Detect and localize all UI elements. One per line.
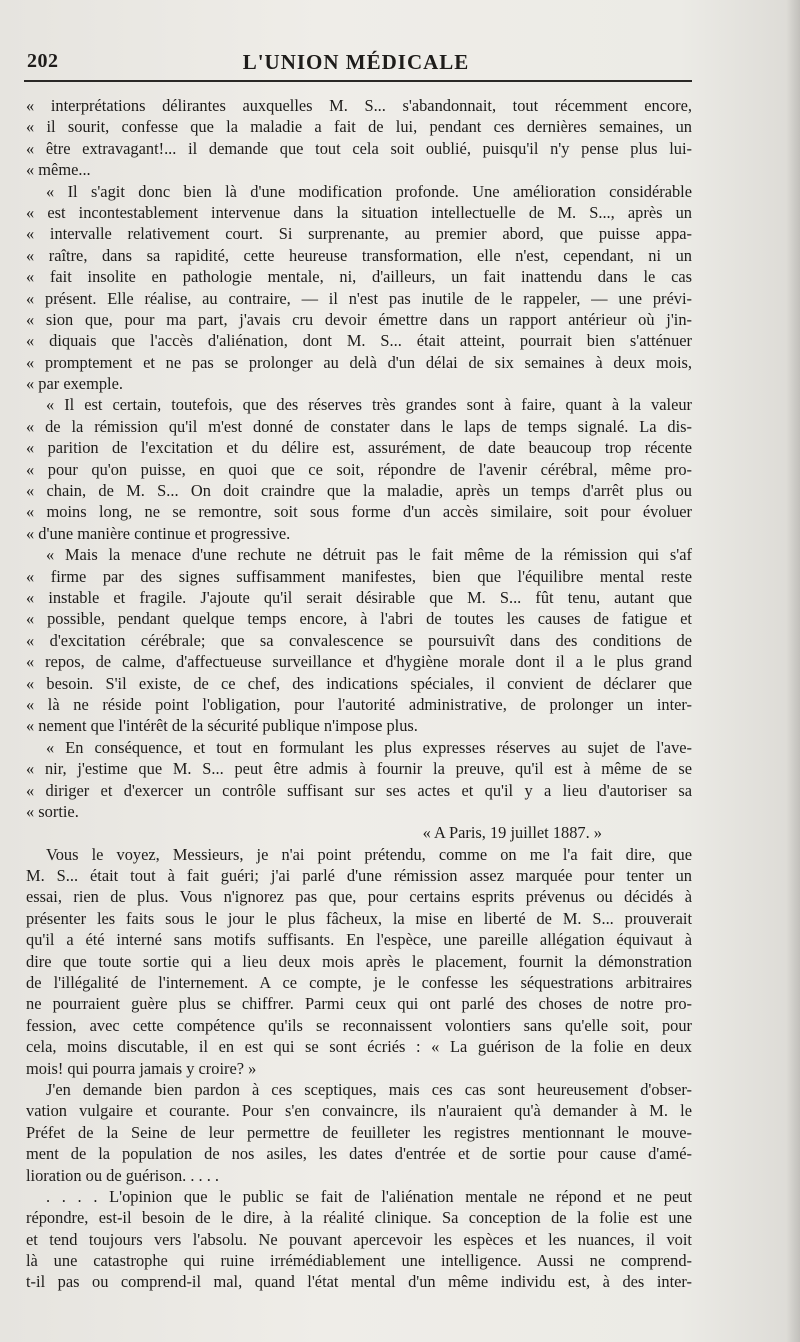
text-line: fession, avec cette compétence qu'ils se reconnaissent volontiers sans qu'elle soit, pour [26,1015,692,1035]
text-line: répondre, est-il besoin de le dire, à la réalité clinique. Sa conception de la folie est une [26,1208,692,1228]
text-line: . . . . L'opinion que le public se fait de l'aliénation mentale ne répond et ne peut [46,1186,692,1206]
text-line: « Il s'agit donc bien là d'une modification profonde. Une amélioration considérable [46,181,692,201]
text-line: « là ne réside point l'obligation, pour l'autorité administrative, de prolonger un inter- [26,694,692,714]
text-line: « possible, pendant quelque temps encore, à l'abri de toutes les causes de fatigue et [26,609,692,629]
text-line: « d'une manière continue et progressive. [26,523,291,543]
text-line: « firme par des signes suffisamment manifestes, bien que l'équilibre mental reste [26,566,692,586]
text-line: « il sourit, confesse que la maladie a fait de lui, pendant ces dernières semaines, un [26,117,692,137]
running-title: L'UNION MÉDICALE [242,50,470,74]
text-line: « diriger et d'exercer un contrôle suffisant sur ses actes et qu'il y a lieu d'autoriser sa [26,780,692,800]
text-line: « instable et fragile. J'ajoute qu'il serait désirable que M. S... fût tenu, autant que [26,587,692,607]
text-line: Préfet de la Seine de leur permettre de feuilleter les registres mentionnant le mouve- [26,1122,692,1142]
text-line: lioration ou de guérison. . . . . [26,1165,220,1185]
text-line: « de la rémission qu'il m'est donné de constater dans le laps de temps signalé. La dis- [26,416,692,436]
text-line: « par exemple. [26,374,123,394]
text-line: cela, moins discutable, il en est qui se sont écriés : « La guérison de la folie en deux [26,1037,692,1057]
text-line: « besoin. S'il existe, de ce chef, des indications spéciales, il convient de déclarer que [26,673,692,693]
text-line: dire que toute sortie qui a lieu deux mois après le placement, fournit la démonstration [26,951,692,971]
text-line: « promptement et ne pas se prolonger au delà d'un délai de six semaines à deux mois, [26,352,692,372]
text-line: « être extravagant!... il demande que tout cela soit oublié, puisqu'il n'y pense plus lui- [26,138,692,158]
dateline: « A Paris, 19 juillet 1887. » [422,823,602,843]
text-line: ne pourraient guère plus se chiffrer. Parmi ceux qui ont parlé des choses de notre pro- [26,994,692,1014]
text-line: M. S... était tout à fait guéri; j'ai parlé d'une rémission assez marquée pour tenter un [26,866,692,886]
text-line: vation vulgaire et courante. Pour s'en convaincre, ils n'auraient qu'à demander à M. le [26,1101,692,1121]
text-line: J'en demande bien pardon à ces sceptiques, mais ces cas sont heureusement d'obser- [46,1079,692,1099]
text-line: t-il pas ou comprend-il mal, quand l'état mental d'un même individu est, à des inter- [26,1272,692,1292]
text-line: essai, rien de plus. Vous n'ignorez pas que, pour certains esprits prévenus ou décidés à [26,887,692,907]
body-text [26,95,692,1293]
page-header [20,46,692,76]
text-line: de l'illégalité de l'internement. A ce compte, je le confesse les séquestrations arbitraires [26,973,692,993]
text-line: « pour qu'on puisse, en quoi que ce soit, répondre de l'avenir cérébral, même pro- [26,459,692,479]
page-number: 202 [27,50,59,72]
text-line: « Il est certain, toutefois, que des réserves très grandes sont à faire, quant à la valeur [46,395,692,415]
text-line: « moins long, ne se remontre, soit sous forme d'un accès similaire, soit pour évoluer [26,502,692,522]
header-rule [24,80,692,82]
text-line: « fait insolite en pathologie mentale, ni, d'ailleurs, un fait inattendu dans le cas [26,267,692,287]
page-gutter-shadow [786,0,800,1342]
text-line: « parition de l'excitation et du délire est, assurément, de date beaucoup trop récente [26,438,692,458]
text-line: « repos, de calme, d'affectueuse surveillance et d'hygiène morale dont il a le plus grand [26,652,692,672]
text-line: et tend toujours vers l'absolu. Ne pouvant apercevoir les espèces et les nuances, il voit [26,1229,692,1249]
text-line: « même... [26,160,91,180]
text-line: ment de la population de nos asiles, les dates d'entrée et de sortie pour cause d'amé- [26,1144,692,1164]
text-line: « nement que l'intérêt de la sécurité publique n'impose plus. [26,716,418,736]
text-line: « diquais que l'accès d'aliénation, dont M. S... était atteint, pourrait bien s'atténuer [26,331,692,351]
text-line: « nir, j'estime que M. S... peut être admis à fournir la preuve, qu'il est à même de se [26,759,692,779]
text-line: « d'excitation cérébrale; que sa convalescence se poursuivît dans des conditions de [26,630,692,650]
text-line: mois! qui pourra jamais y croire? » [26,1058,257,1078]
text-line: « interprétations délirantes auxquelles M. S... s'abandonnait, tout récemment encore, [26,96,692,115]
text-line: Vous le voyez, Messieurs, je n'ai point prétendu, comme on me l'a fait dire, que [46,844,692,864]
text-line: « raître, dans sa rapidité, cette heureuse transformation, elle n'est, cependant, ni un [26,245,692,265]
text-line: « sion que, pour ma part, j'avais cru devoir émettre dans un rapport antérieur où j'in- [26,309,692,329]
text-line: qu'il a été interné sans motifs suffisants. En l'espèce, une pareille allégation équivaut à [26,930,692,950]
text-line: présenter les faits sous le jour le plus fâcheux, la mise en liberté de M. S... prouverait [26,908,692,928]
text-line: « Mais la menace d'une rechute ne détruit pas le fait même de la rémission qui s'af [46,545,692,565]
text-line: là une catastrophe qui ruine irrémédiablement une intelligence. Aussi ne comprend- [26,1251,692,1271]
text-line: « intervalle relativement court. Si surprenante, au premier abord, que puisse appa- [26,224,692,244]
text-line: « En conséquence, et tout en formulant les plus expresses réserves au sujet de l'ave- [46,737,692,757]
text-line: « chain, de M. S... On doit craindre que la maladie, après un temps d'arrêt plus ou [26,481,692,501]
text-line: « sortie. [26,801,79,821]
text-line: « est incontestablement intervenue dans la situation intellectuelle de M. S..., après un [26,202,692,222]
text-line: « présent. Elle réalise, au contraire, — il n'est pas inutile de le rappeler, — une prévi- [26,288,692,308]
